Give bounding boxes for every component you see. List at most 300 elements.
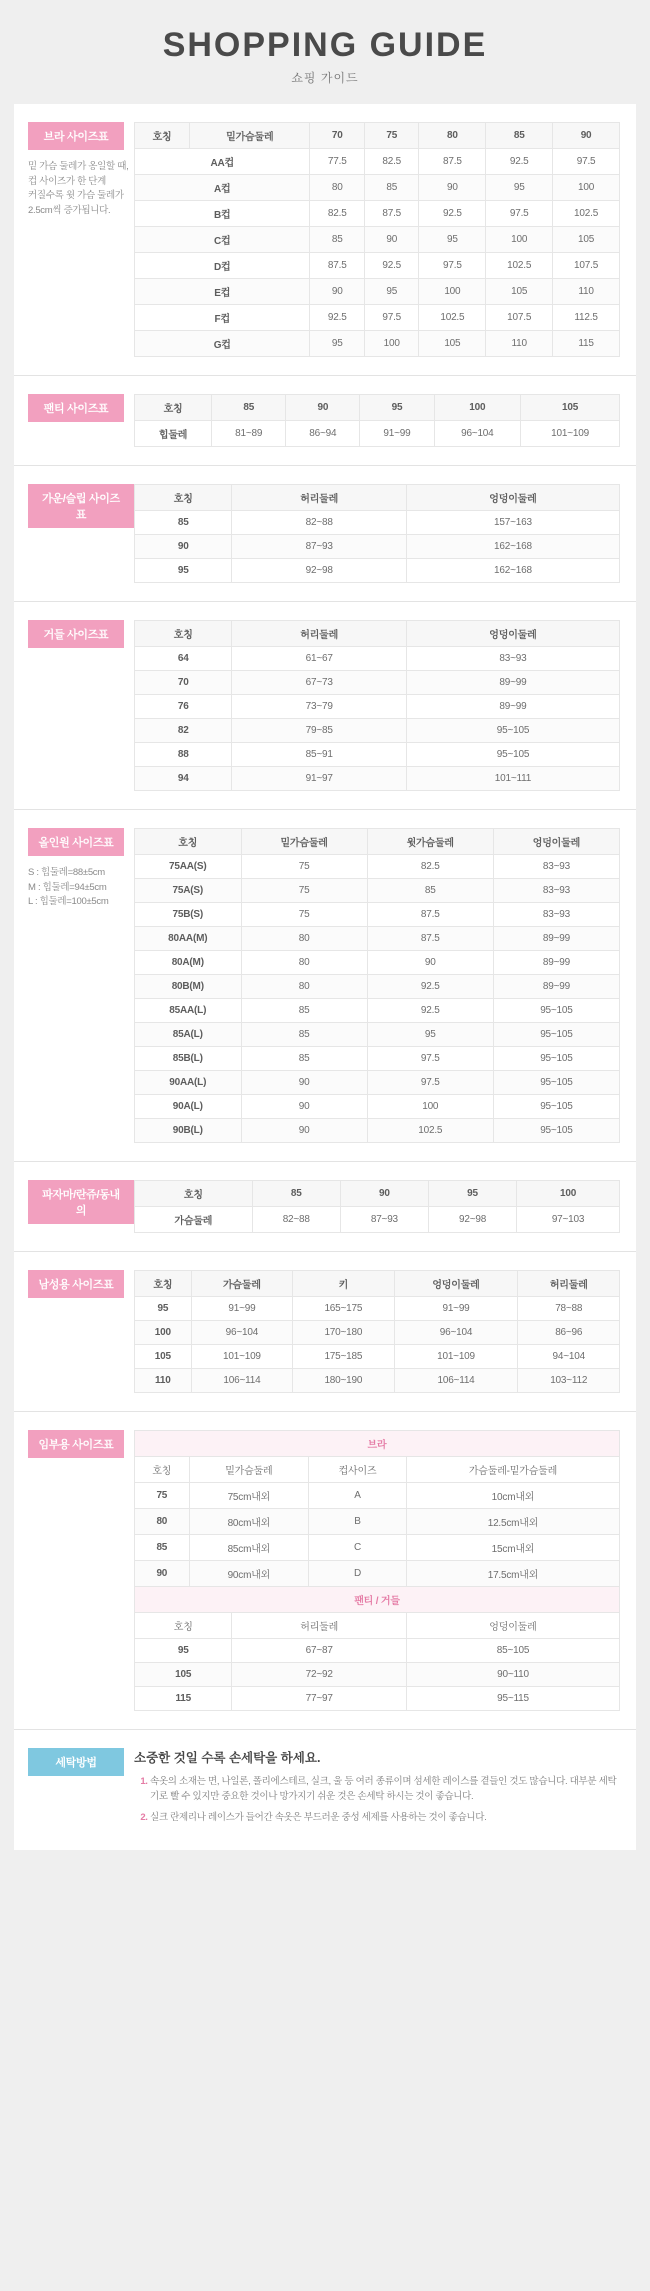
table-cell: 82.5 [364, 149, 418, 175]
table-cell: 87.5 [419, 149, 486, 175]
table-cell: 103~112 [518, 1369, 620, 1393]
column-header: 95 [360, 395, 434, 421]
table-cell: 82.5 [310, 201, 364, 227]
section-tag: 남성용 사이즈표 [28, 1270, 124, 1298]
table-cell: 80 [241, 927, 367, 951]
table-cell: 89~99 [493, 927, 619, 951]
table-cell: 90 [241, 1071, 367, 1095]
table-cell: 17.5cm내외 [406, 1561, 619, 1587]
row-label-cell: G컵 [135, 331, 310, 357]
table-cell: 97.5 [553, 149, 620, 175]
section-table-col [134, 394, 636, 447]
table-cell: 75 [241, 903, 367, 927]
size-table [134, 484, 620, 583]
table-cell: 80cm내외 [189, 1509, 308, 1535]
table-cell: 80 [241, 951, 367, 975]
table-cell: 15cm내외 [406, 1535, 619, 1561]
column-header: 호칭 [135, 485, 232, 511]
table-cell: 87.5 [310, 253, 364, 279]
column-header: 허리둘레 [232, 485, 407, 511]
row-label-cell: F컵 [135, 305, 310, 331]
table-cell: 85 [367, 879, 493, 903]
table-cell: 12.5cm내외 [406, 1509, 619, 1535]
table-cell: 97.5 [367, 1071, 493, 1095]
row-label-cell: 82 [135, 719, 232, 743]
table-cell: 85cm내외 [189, 1535, 308, 1561]
row-label-cell: 80 [135, 1509, 190, 1535]
column-header: 호칭 [135, 1271, 192, 1297]
table-cell: 86~94 [286, 421, 360, 447]
table-cell: 91~99 [394, 1297, 518, 1321]
table-cell: 92~98 [232, 559, 407, 583]
table-cell: 102.5 [419, 305, 486, 331]
section-tag: 팬티 사이즈표 [28, 394, 124, 422]
table-cell: 67~87 [232, 1639, 407, 1663]
table-row [135, 1663, 620, 1687]
section-size-table [14, 1161, 636, 1251]
table-row [135, 1509, 620, 1535]
table-cell: 89~99 [493, 951, 619, 975]
section-label-col [14, 1270, 134, 1393]
section-label-col [14, 394, 134, 447]
table-row [135, 1345, 620, 1369]
table-cell: 105 [419, 331, 486, 357]
table-header-row [135, 1457, 620, 1483]
table-cell: 89~99 [493, 975, 619, 999]
section-note: 밑 가슴 둘레가 옹일할 때, 컵 사이즈가 한 단계 커질수록 윗 가슴 둘레가 2.5cm씩 증가됩니다. [28, 161, 129, 217]
table-cell: 92~98 [428, 1207, 516, 1233]
table-row [135, 903, 620, 927]
table-cell: 87~93 [340, 1207, 428, 1233]
section-label-col [14, 1180, 134, 1233]
section-table-col [134, 828, 636, 1143]
row-label-cell: 80AA(M) [135, 927, 242, 951]
table-row [135, 927, 620, 951]
row-label-cell: 85AA(L) [135, 999, 242, 1023]
table-row [135, 671, 620, 695]
table-cell: 92.5 [419, 201, 486, 227]
table-cell: 80 [310, 175, 364, 201]
table-row [135, 1207, 620, 1233]
column-header: 75 [364, 123, 418, 149]
section-size-table [14, 1251, 636, 1411]
section-size-table [14, 465, 636, 601]
table-cell: 92.5 [310, 305, 364, 331]
table-row [135, 1023, 620, 1047]
column-header: 밑가슴둘레 [189, 1457, 308, 1483]
table-cell: 157~163 [406, 511, 619, 535]
washing-title: 소중한 것일 수록 손세탁을 하세요. [134, 1751, 321, 1765]
table-cell: 85~91 [232, 743, 407, 767]
table-cell: 85 [241, 999, 367, 1023]
table-cell: 106~114 [191, 1369, 292, 1393]
row-label-cell: 90 [135, 1561, 190, 1587]
table-cell: 81~89 [212, 421, 286, 447]
washing-instruction-item: 2. 실크 란제리나 레이스가 들어간 속옷은 부드러운 중성 세제를 사용하는 것이 좋습니다. [150, 1810, 620, 1825]
table-cell: 106~114 [394, 1369, 518, 1393]
row-label-cell: 85A(L) [135, 1023, 242, 1047]
table-row [135, 559, 620, 583]
table-cell: 78~88 [518, 1297, 620, 1321]
table-cell: 77.5 [310, 149, 364, 175]
section-washing [14, 1729, 636, 1850]
page-title: SHOPPING GUIDE [162, 26, 488, 64]
table-row [135, 1119, 620, 1143]
column-header: 90 [286, 395, 360, 421]
row-label-cell: AA컵 [135, 149, 310, 175]
section-label-col [14, 620, 134, 791]
table-cell: 91~99 [360, 421, 434, 447]
table-row [135, 511, 620, 535]
size-table [134, 122, 620, 357]
table-header-row [135, 1271, 620, 1297]
table-row [135, 149, 620, 175]
table-cell: 115 [553, 331, 620, 357]
table-row [135, 175, 620, 201]
table-cell: 10cm내외 [406, 1483, 619, 1509]
table-cell: 96~104 [434, 421, 521, 447]
table-cell: 85 [364, 175, 418, 201]
table-cell: 92.5 [486, 149, 553, 175]
table-cell: 75 [241, 879, 367, 903]
table-cell: 101~111 [406, 767, 619, 791]
table-cell: 90 [310, 279, 364, 305]
maternity-bra-table [134, 1430, 620, 1587]
column-header: 105 [521, 395, 620, 421]
table-header-row [135, 1613, 620, 1639]
row-label-cell: 95 [135, 1297, 192, 1321]
column-header: 밑가슴둘레 [190, 123, 310, 149]
table-row [135, 975, 620, 999]
section-label-col [14, 1430, 134, 1711]
table-row [135, 951, 620, 975]
table-cell: 87.5 [367, 927, 493, 951]
table-cell: 97~103 [517, 1207, 620, 1233]
table-cell: 80 [241, 975, 367, 999]
table-cell: 90~110 [406, 1663, 619, 1687]
table-cell: 95 [419, 227, 486, 253]
table-cell: 89~99 [406, 695, 619, 719]
table-row [135, 535, 620, 559]
section-size-table [14, 809, 636, 1161]
table-cell: 90 [367, 951, 493, 975]
column-header: 호칭 [135, 1181, 253, 1207]
size-table [134, 1180, 620, 1233]
table-subheader-row [135, 1587, 620, 1613]
table-cell: 92.5 [367, 975, 493, 999]
column-header: 엉덩이둘레 [394, 1271, 518, 1297]
section-table-col [134, 1180, 636, 1233]
row-label-cell: 88 [135, 743, 232, 767]
table-row [135, 1321, 620, 1345]
page-header [0, 0, 650, 104]
column-header: 엉덩이둘레 [406, 485, 619, 511]
table-cell: 90 [241, 1119, 367, 1143]
section-table-col [134, 620, 636, 791]
column-header: 키 [293, 1271, 394, 1297]
column-header: 엉덩이둘레 [406, 621, 619, 647]
table-cell: 95~105 [493, 1119, 619, 1143]
table-cell: 72~92 [232, 1663, 407, 1687]
table-cell: 97.5 [419, 253, 486, 279]
table-row [135, 1071, 620, 1095]
table-cell: 100 [419, 279, 486, 305]
column-header: 호칭 [135, 395, 212, 421]
table-cell: 79~85 [232, 719, 407, 743]
table-cell: 94~104 [518, 1345, 620, 1369]
table-cell: 73~79 [232, 695, 407, 719]
column-header: 호칭 [135, 1613, 232, 1639]
row-label-cell: 70 [135, 671, 232, 695]
row-label-cell: 힙둘레 [135, 421, 212, 447]
table-row [135, 421, 620, 447]
table-cell: 101~109 [394, 1345, 518, 1369]
table-cell: 97.5 [367, 1047, 493, 1071]
column-header: 85 [486, 123, 553, 149]
row-label-cell: 90 [135, 535, 232, 559]
table-cell: 100 [486, 227, 553, 253]
row-label-cell: 95 [135, 559, 232, 583]
table-cell: 95~105 [493, 1071, 619, 1095]
table-cell: 105 [553, 227, 620, 253]
section-label-col [14, 122, 134, 357]
table-cell: 102.5 [553, 201, 620, 227]
table-cell: 90 [241, 1095, 367, 1119]
table-cell: 100 [367, 1095, 493, 1119]
row-label-cell: 90A(L) [135, 1095, 242, 1119]
table-cell: 95~105 [493, 999, 619, 1023]
column-header: 95 [428, 1181, 516, 1207]
column-header: 가슴둘레-밑가슴둘레 [406, 1457, 619, 1483]
section-table-col [134, 484, 636, 583]
table-row [135, 253, 620, 279]
row-label-cell: 95 [135, 1639, 232, 1663]
section-tag: 브라 사이즈표 [28, 122, 124, 150]
table-cell: B [309, 1509, 407, 1535]
table-header-row [135, 621, 620, 647]
row-label-cell: 110 [135, 1369, 192, 1393]
column-header: 70 [310, 123, 364, 149]
row-label-cell: B컵 [135, 201, 310, 227]
table-cell: 97.5 [486, 201, 553, 227]
column-header: 컵사이즈 [309, 1457, 407, 1483]
table-cell: 91~97 [232, 767, 407, 791]
section-size-table [14, 375, 636, 465]
table-header-row [135, 829, 620, 855]
table-cell: 110 [553, 279, 620, 305]
table-cell: 101~109 [191, 1345, 292, 1369]
table-cell: 162~168 [406, 559, 619, 583]
section-table-col [134, 122, 636, 357]
table-cell: 83~93 [493, 903, 619, 927]
table-cell: 67~73 [232, 671, 407, 695]
table-cell: 107.5 [486, 305, 553, 331]
column-header: 허리둘레 [518, 1271, 620, 1297]
row-label-cell: 90B(L) [135, 1119, 242, 1143]
table-cell: 75 [241, 855, 367, 879]
table-row [135, 1369, 620, 1393]
table-cell: 85 [310, 227, 364, 253]
row-label-cell: 가슴둘레 [135, 1207, 253, 1233]
table-cell: 82~88 [232, 511, 407, 535]
table-cell: 90 [419, 175, 486, 201]
table-cell: 83~93 [493, 879, 619, 903]
table-cell: 91~99 [191, 1297, 292, 1321]
section-tag-maternity: 임부용 사이즈표 [28, 1430, 124, 1458]
table-cell: 101~109 [521, 421, 620, 447]
page-subtitle: 쇼핑 가이드 [291, 71, 359, 85]
column-header: 80 [419, 123, 486, 149]
row-label-cell: 100 [135, 1321, 192, 1345]
table-row [135, 1095, 620, 1119]
row-label-cell: 105 [135, 1345, 192, 1369]
washing-instruction-list [134, 1774, 620, 1826]
washing-instruction-item: 1. 속옷의 소재는 면, 나일론, 폴리에스테르, 실크, 울 등 여러 종류이며 섬세한 레이스를 곁들인 것도 많습니다. 대부분 세탁기로 빨 수 있지만 중요한 것이나 망가지기 쉬운 것은 손세탁 하시는 것이 좋습니다. [150, 1774, 620, 1804]
table-cell: 82~88 [252, 1207, 340, 1233]
table-row [135, 743, 620, 767]
row-label-cell: 75A(S) [135, 879, 242, 903]
column-header: 호칭 [135, 829, 242, 855]
table-row [135, 305, 620, 331]
table-row [135, 201, 620, 227]
table-cell: 95~115 [406, 1687, 619, 1711]
table-cell: 107.5 [553, 253, 620, 279]
table-cell: 110 [486, 331, 553, 357]
table-cell: 102.5 [486, 253, 553, 279]
column-header: 85 [212, 395, 286, 421]
column-header: 엉덩이둘레 [406, 1613, 619, 1639]
section-table-col [134, 1430, 636, 1711]
table-header-row [135, 485, 620, 511]
column-header: 100 [434, 395, 521, 421]
table-cell: 96~104 [191, 1321, 292, 1345]
table-cell: 89~99 [406, 671, 619, 695]
table-cell: 95 [364, 279, 418, 305]
column-header: 호칭 [135, 621, 232, 647]
table-row [135, 647, 620, 671]
table-row [135, 1561, 620, 1587]
table-cell: 61~67 [232, 647, 407, 671]
table-cell: 112.5 [553, 305, 620, 331]
row-label-cell: A컵 [135, 175, 310, 201]
column-header: 85 [252, 1181, 340, 1207]
table-cell: 83~93 [406, 647, 619, 671]
table-row [135, 331, 620, 357]
row-label-cell: 94 [135, 767, 232, 791]
table-cell: 95 [310, 331, 364, 357]
column-header: 100 [517, 1181, 620, 1207]
table-header-row [135, 123, 620, 149]
size-table [134, 620, 620, 791]
table-cell: 75cm내외 [189, 1483, 308, 1509]
table-cell: 96~104 [394, 1321, 518, 1345]
table-cell: 95~105 [406, 743, 619, 767]
table-header-row [135, 1181, 620, 1207]
table-cell: 102.5 [367, 1119, 493, 1143]
table-row [135, 1639, 620, 1663]
table-cell: 87.5 [367, 903, 493, 927]
section-size-table [14, 601, 636, 809]
table-cell: 175~185 [293, 1345, 394, 1369]
column-header: 밑가슴둘레 [241, 829, 367, 855]
footer-spacer [0, 1850, 650, 1860]
section-tag: 가운/슬립 사이즈표 [28, 484, 134, 528]
row-label-cell: 80A(M) [135, 951, 242, 975]
section-label-col [14, 828, 134, 1143]
column-header: 허리둘레 [232, 621, 407, 647]
section-label-col [14, 1748, 134, 1832]
section-tag: 거들 사이즈표 [28, 620, 124, 648]
column-header: 호칭 [135, 1457, 190, 1483]
column-header: 허리둘레 [232, 1613, 407, 1639]
row-label-cell: 85 [135, 1535, 190, 1561]
table-cell: 105 [486, 279, 553, 305]
section-maternity [14, 1411, 636, 1729]
table-cell: 92.5 [364, 253, 418, 279]
row-label-cell: D컵 [135, 253, 310, 279]
table-cell: 170~180 [293, 1321, 394, 1345]
section-label-col [14, 484, 134, 583]
table-cell: 162~168 [406, 535, 619, 559]
table-row [135, 719, 620, 743]
table-cell: 85 [241, 1047, 367, 1071]
row-label-cell: 75B(S) [135, 903, 242, 927]
row-label-cell: E컵 [135, 279, 310, 305]
table-row [135, 767, 620, 791]
table-cell: 95~105 [406, 719, 619, 743]
size-table [134, 1270, 620, 1393]
size-table [134, 394, 620, 447]
size-table-sections [0, 104, 650, 1411]
table-cell: C [309, 1535, 407, 1561]
table-row [135, 855, 620, 879]
table-row [135, 695, 620, 719]
table-cell: 95 [367, 1023, 493, 1047]
table-cell: 97.5 [364, 305, 418, 331]
table-cell: 86~96 [518, 1321, 620, 1345]
table-row [135, 279, 620, 305]
row-label-cell: 105 [135, 1663, 232, 1687]
table-cell: 165~175 [293, 1297, 394, 1321]
table-row [135, 1047, 620, 1071]
column-header: 가슴둘레 [191, 1271, 292, 1297]
table-cell: 87.5 [364, 201, 418, 227]
row-label-cell: 85 [135, 511, 232, 535]
table-cell: 100 [364, 331, 418, 357]
table-row [135, 1687, 620, 1711]
section-table-col [134, 1270, 636, 1393]
section-tag: 올인원 사이즈표 [28, 828, 124, 856]
row-label-cell: 80B(M) [135, 975, 242, 999]
table-cell: 180~190 [293, 1369, 394, 1393]
row-label-cell: 75AA(S) [135, 855, 242, 879]
table-row [135, 1483, 620, 1509]
section-tag: 파자마/란쥬/동내의 [28, 1180, 134, 1224]
column-header: 호칭 [135, 123, 190, 149]
row-label-cell: 75 [135, 1483, 190, 1509]
table-cell: 83~93 [493, 855, 619, 879]
section-note: S : 힙둘레=88±5cm M : 힙둘레=94±5cm L : 힙둘레=100±5cm [28, 867, 109, 908]
table-subheader-row [135, 1431, 620, 1457]
table-row [135, 227, 620, 253]
table-cell: 82.5 [367, 855, 493, 879]
table-cell: 95~105 [493, 1095, 619, 1119]
table-cell: 90cm내외 [189, 1561, 308, 1587]
row-label-cell: 64 [135, 647, 232, 671]
table-subheader-label: 팬티 / 거들 [135, 1587, 620, 1613]
column-header: 엉덩이둘레 [493, 829, 619, 855]
table-header-row [135, 395, 620, 421]
